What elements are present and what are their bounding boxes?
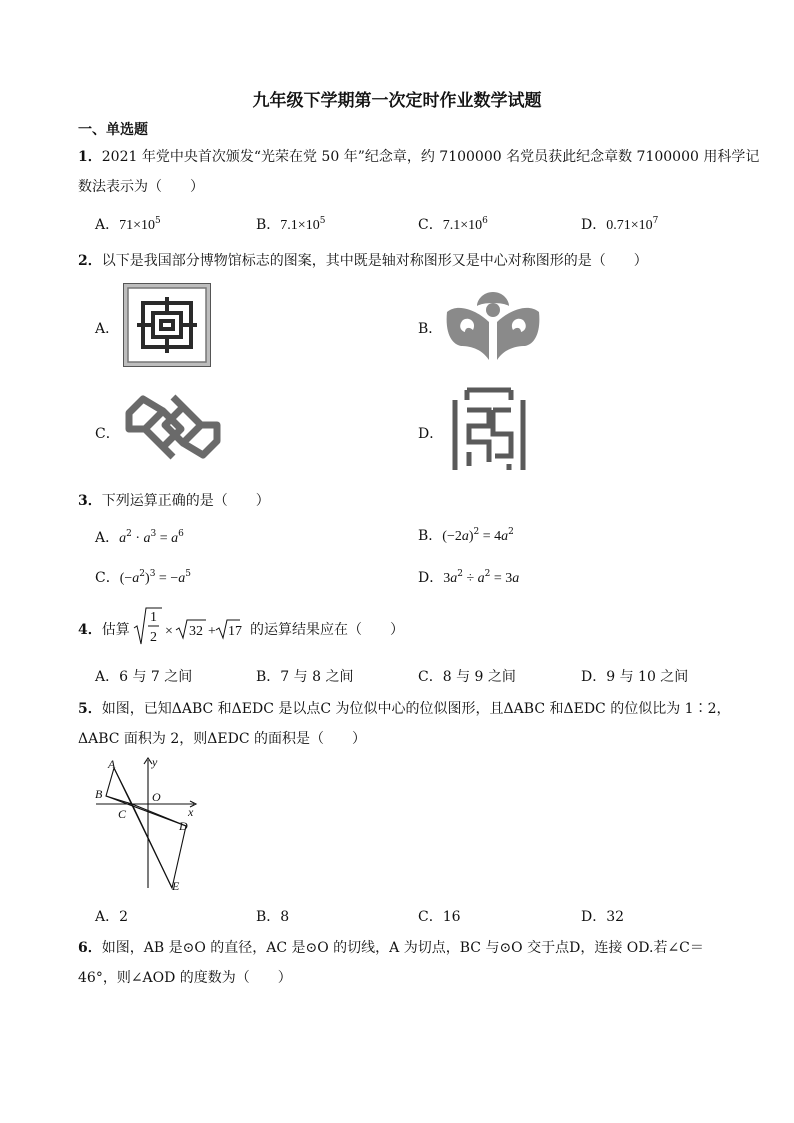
question-text: 2021 年党中央首次颁发“光荣在党 50 年”纪念章，约 7100000 名党员获此纪念章数 7100000 用科学记 — [101, 149, 760, 165]
q5-option-b — [256, 906, 289, 926]
option-label: C． — [95, 570, 120, 586]
question-1-line1 — [78, 146, 759, 166]
option-text: 6 与 7 之间 — [119, 669, 193, 685]
q4-option-d — [581, 666, 688, 686]
q5-label-b: B — [95, 787, 103, 801]
option-expr: 7.1×10 — [280, 218, 320, 233]
museum-logo-d-image — [449, 386, 529, 472]
option-label: A． — [95, 669, 120, 685]
option-label: C． — [418, 669, 443, 685]
option-text: 8 — [280, 909, 290, 925]
q4-expression — [132, 604, 242, 648]
option-label: A． — [95, 530, 120, 546]
option-expr: 0.71×10 — [606, 218, 653, 233]
question-text: 以下是我国部分博物馆标志的图案，其中既是轴对称图形又是中心对称图形的是（ ） — [101, 253, 648, 269]
question-6-line1 — [78, 937, 704, 957]
q4-option-b — [256, 666, 353, 686]
q4-times: × — [165, 624, 173, 639]
question-4-suffix: 的运算结果应在（ ） — [250, 622, 404, 638]
question-number: 2． — [78, 253, 102, 269]
option-exponent: 6 — [482, 216, 488, 226]
option-expr: 7.1×10 — [442, 218, 483, 233]
q1-option-c — [418, 214, 488, 234]
question-1-line2: 数法表示为（ ） — [78, 179, 204, 195]
question-2 — [78, 250, 648, 270]
option-exponent: 5 — [155, 216, 161, 226]
q3-option-d: D．$3a^2 \div a^2 = 3a$ — [418, 569, 520, 586]
question-text: 如图，AB 是⊙O 的直径，AC 是⊙O 的切线，A 为切点，BC 与⊙O 交于点D，连接 OD.若∠C＝ — [101, 940, 704, 956]
option-text: 9 与 10 之间 — [606, 669, 689, 685]
q5-label-a: A — [108, 757, 116, 771]
q4-option-a — [95, 666, 192, 686]
option-label: A． — [95, 217, 120, 233]
question-6-line2: 46°，则∠AOD 的度数为（ ） — [78, 970, 292, 986]
q5-option-a — [95, 906, 128, 926]
option-label: D． — [418, 570, 444, 586]
option-label: A． — [95, 909, 120, 925]
q5-label-o: O — [152, 790, 161, 804]
q2-label-b: B． — [418, 321, 443, 337]
question-4-prefix — [78, 619, 130, 639]
q5-label-x: x — [188, 805, 194, 819]
q4-option-c — [418, 666, 516, 686]
option-text: 8 与 9 之间 — [442, 669, 516, 685]
q4-plus: + — [208, 624, 216, 639]
q5-figure — [90, 756, 206, 894]
option-exponent: 5 — [319, 216, 326, 226]
museum-logo-a-image — [123, 283, 211, 367]
question-text: 如图，已知ΔABC 和ΔEDC 是以点C 为位似中心的位似图形，且ΔABC 和ΔEDC 的位似比为 1∶2， — [101, 701, 731, 717]
option-label: B． — [256, 217, 281, 233]
question-number: 1． — [78, 149, 102, 165]
question-5-line2: ΔABC 面积为 2，则ΔEDC 的面积是（ ） — [78, 731, 367, 747]
q3-option-a: A．$a^2 \cdot a^3 = a^6$ — [95, 529, 184, 546]
question-3 — [78, 490, 270, 510]
page-title: 九年级下学期第一次定时作业数学试题 — [252, 91, 542, 111]
q5-option-d — [581, 906, 624, 926]
option-text: 16 — [442, 909, 461, 925]
q3-option-b: B．$(-2a)^2 = 4a^2$ — [418, 527, 514, 544]
q5-label-d: D — [179, 819, 188, 833]
q5-label-y: y — [152, 756, 158, 769]
q5-option-c — [418, 906, 461, 926]
option-exponent: 7 — [652, 216, 659, 226]
option-text: 2 — [119, 909, 129, 925]
q1-option-d — [581, 214, 658, 234]
option-text: 7 与 8 之间 — [280, 669, 354, 685]
q3-option-c: C．$(-a^2)^3 = -a^5$ — [95, 569, 191, 586]
question-number: 5． — [78, 701, 102, 717]
q4-radicand-1: 32 — [189, 624, 203, 639]
option-label: B． — [256, 669, 281, 685]
option-label: D． — [581, 909, 607, 925]
option-label: D． — [581, 217, 607, 233]
question-text: 下列运算正确的是（ ） — [101, 493, 270, 509]
museum-logo-c-image — [121, 387, 225, 467]
question-5-line1 — [78, 698, 730, 718]
option-label: B． — [418, 528, 443, 544]
q1-option-a — [95, 214, 161, 234]
q4-frac-den: 2 — [150, 630, 157, 645]
q2-label-d: D． — [418, 426, 444, 442]
q1-option-b — [256, 214, 325, 234]
question-number: 3． — [78, 493, 102, 509]
option-expr: 71×10 — [119, 218, 156, 233]
question-number: 4． — [78, 622, 102, 638]
question-text: 估算 — [101, 622, 130, 638]
option-label: B． — [256, 909, 281, 925]
option-text: 32 — [606, 909, 625, 925]
option-label: D． — [581, 669, 607, 685]
q4-radicand-2: 17 — [228, 624, 242, 639]
section-heading: 一、单选题 — [78, 122, 148, 138]
q5-label-c: C — [118, 807, 127, 821]
option-label: C． — [418, 909, 443, 925]
q2-label-c: C． — [95, 426, 120, 442]
q4-frac-num: 1 — [150, 610, 157, 625]
q2-label-a: A． — [95, 321, 120, 337]
museum-logo-b-image — [443, 286, 543, 364]
question-number: 6． — [78, 940, 102, 956]
option-label: C． — [418, 217, 443, 233]
q5-label-e: E — [172, 879, 180, 893]
